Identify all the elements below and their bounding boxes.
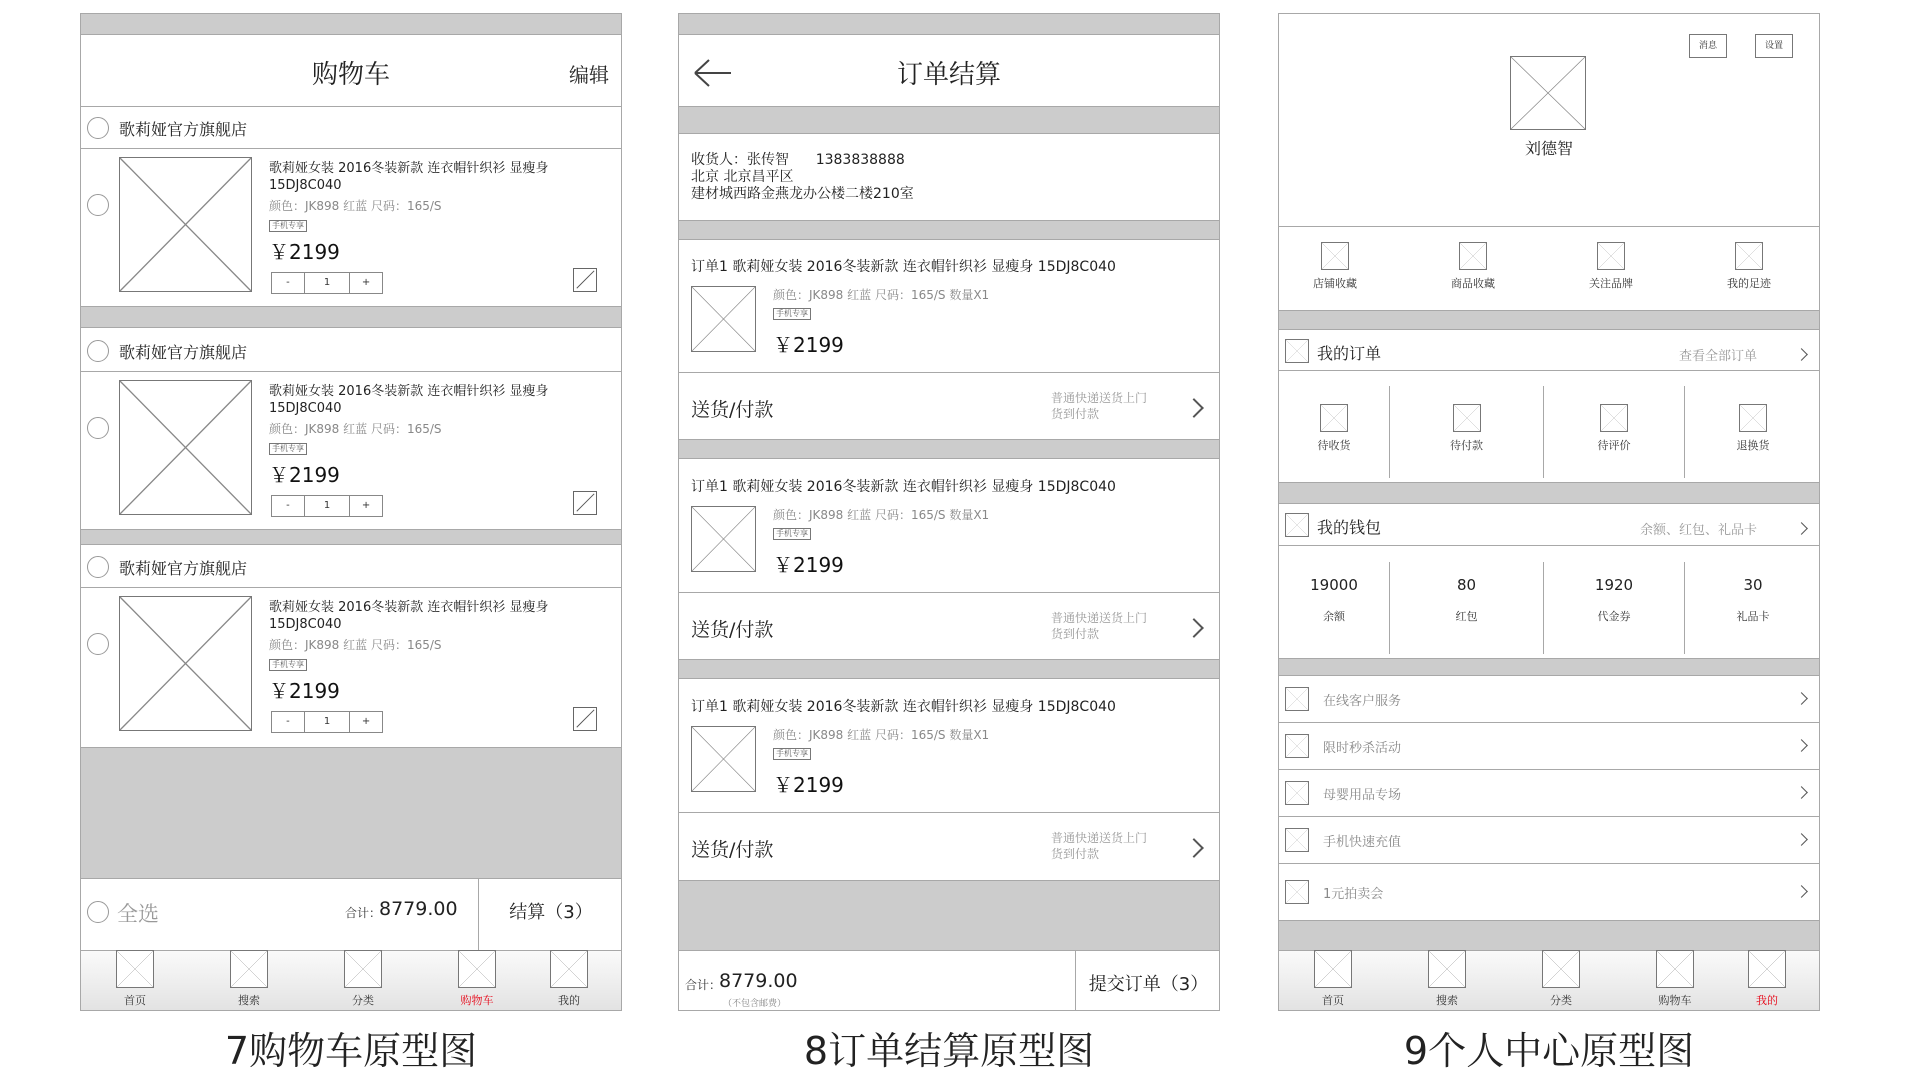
qty-value[interactable]: 1 [304, 712, 350, 732]
caption-cart: 7购物车原型图 [224, 1029, 478, 1073]
gift-card-button[interactable]: 30 礼品卡 [1736, 576, 1770, 623]
edit-item-icon[interactable] [573, 268, 597, 292]
tab-category[interactable]: 分类 [1507, 940, 1615, 1010]
status-bar [679, 14, 1219, 34]
mobile-exclusive-tag: 手机专享 [773, 748, 811, 760]
cart-icon [458, 950, 496, 988]
quantity-stepper[interactable] [271, 711, 383, 733]
qty-plus-button[interactable]: + [361, 716, 371, 727]
qty-minus-button[interactable]: - [286, 500, 290, 511]
baby-icon [1285, 781, 1309, 805]
tab-cart[interactable]: 购物车 [1621, 940, 1729, 1010]
shop-favorites-button[interactable]: 店铺收藏 [1285, 242, 1385, 291]
product-image[interactable] [119, 596, 252, 731]
product-favorites-button[interactable]: 商品收藏 [1423, 242, 1523, 291]
chevron-right-icon[interactable] [1795, 348, 1808, 361]
cart-screen [80, 13, 622, 1011]
cart-icon [1656, 950, 1694, 988]
submit-order-button[interactable]: 提交订单（3） [1088, 974, 1209, 995]
order-price: ￥2199 [773, 333, 844, 357]
store-name: 歌莉娅官方旗舰店 [119, 559, 248, 578]
product-name[interactable]: 歌莉娅女装 2016冬装新款 连衣帽针织衫 显瘦身 15DJ8C040 [269, 600, 549, 632]
tab-mine[interactable]: 我的 [515, 940, 622, 1010]
mobile-exclusive-tag: 手机专享 [773, 528, 811, 540]
tab-home[interactable]: 首页 [81, 940, 189, 1010]
product-attrs: 颜色：JK898 红蓝 尺码：165/S [269, 199, 442, 213]
page-title: 购物车 [311, 60, 390, 90]
mobile-exclusive-tag: 手机专享 [269, 659, 307, 671]
chevron-right-icon [1795, 833, 1808, 846]
select-all-label[interactable]: 全选 [117, 902, 159, 926]
search-icon [1428, 950, 1466, 988]
qty-minus-button[interactable]: - [286, 277, 290, 288]
phone-icon [1285, 828, 1309, 852]
edit-item-icon[interactable] [573, 491, 597, 515]
truck-icon [1320, 404, 1348, 432]
total-value: 8779.00 [719, 970, 798, 992]
review-icon [1600, 404, 1628, 432]
chevron-right-icon[interactable] [1184, 398, 1204, 418]
order-price: ￥2199 [773, 773, 844, 797]
store-select-radio[interactable] [87, 556, 109, 578]
item-select-radio[interactable] [87, 417, 109, 439]
menu-item-online-service[interactable]: 在线客户服务 [1279, 676, 1819, 722]
pending-review-button[interactable]: 待评价 [1544, 404, 1684, 453]
wallet-link[interactable]: 余额、红包、礼品卡 [1640, 523, 1758, 538]
tab-category[interactable]: 分类 [309, 940, 417, 1010]
tab-cart[interactable]: 购物车 [423, 940, 531, 1010]
chevron-right-icon [1795, 885, 1808, 898]
checkout-screen [678, 13, 1220, 1011]
followed-brands-button[interactable]: 关注品牌 [1561, 242, 1661, 291]
user-icon [1748, 950, 1786, 988]
order-attrs: 颜色：JK898 红蓝 尺码：165/S 数量X1 [773, 508, 990, 522]
menu-item-recharge[interactable]: 手机快速充值 [1279, 817, 1819, 863]
avatar[interactable] [1510, 56, 1586, 130]
checkout-button[interactable]: 结算（3） [509, 902, 593, 923]
chevron-right-icon [1795, 786, 1808, 799]
mobile-exclusive-tag: 手机专享 [773, 308, 811, 320]
total-label: 合计： [685, 978, 722, 992]
order-title: 订单1 歌莉娅女装 2016冬装新款 连衣帽针织衫 显瘦身 15DJ8C040 [691, 699, 1116, 715]
product-attrs: 颜色：JK898 红蓝 尺码：165/S [269, 422, 442, 436]
order-price: ￥2199 [773, 553, 844, 577]
edit-button[interactable]: 编辑 [569, 63, 609, 87]
order-title: 订单1 歌莉娅女装 2016冬装新款 连衣帽针织衫 显瘦身 15DJ8C040 [691, 479, 1116, 495]
delivery-address[interactable] [691, 152, 914, 203]
menu-item-flash-sale[interactable]: 限时秒杀活动 [1279, 723, 1819, 769]
store-select-radio[interactable] [87, 117, 109, 139]
pending-receipt-button[interactable]: 待收货 [1279, 404, 1389, 453]
chevron-right-icon[interactable] [1184, 838, 1204, 858]
order-attrs: 颜色：JK898 红蓝 尺码：165/S 数量X1 [773, 288, 990, 302]
order-product-image[interactable] [691, 286, 756, 352]
qty-plus-button[interactable]: + [361, 277, 371, 288]
delivery-payment-value: 普通快递送货上门 货到付款 [1051, 611, 1148, 641]
delivery-payment-label[interactable]: 送货/付款 [691, 839, 774, 861]
settings-button[interactable]: 设置 [1755, 34, 1793, 58]
item-select-radio[interactable] [87, 194, 109, 216]
select-all-radio[interactable] [87, 901, 109, 923]
pending-payment-button[interactable]: 待付款 [1390, 404, 1543, 453]
quantity-stepper[interactable] [271, 495, 383, 517]
mobile-exclusive-tag: 手机专享 [269, 220, 307, 232]
total-label: 合计： [345, 906, 382, 920]
delivery-payment-label[interactable]: 送货/付款 [691, 399, 774, 421]
edit-item-icon[interactable] [573, 707, 597, 731]
voucher-button[interactable]: 1920 代金券 [1594, 576, 1634, 623]
product-price: ￥2199 [269, 679, 340, 703]
qty-minus-button[interactable]: - [286, 716, 290, 727]
delivery-payment-value: 普通快递送货上门 货到付款 [1051, 831, 1148, 861]
auction-icon [1285, 880, 1309, 904]
my-wallet-title: 我的钱包 [1317, 518, 1382, 537]
home-icon [116, 950, 154, 988]
receiver-street: 建材城西路金燕龙办公楼二楼210室 [691, 186, 914, 202]
qty-plus-button[interactable]: + [361, 500, 371, 511]
heart-icon [1459, 242, 1487, 270]
delivery-payment-value: 普通快递送货上门 货到付款 [1051, 391, 1148, 421]
return-icon [1739, 404, 1767, 432]
product-image[interactable] [119, 380, 252, 515]
mobile-exclusive-tag: 手机专享 [269, 443, 307, 455]
qty-value[interactable]: 1 [304, 273, 350, 293]
store-name: 歌莉娅官方旗舰店 [119, 120, 248, 139]
total-value: 8779.00 [379, 898, 458, 920]
search-icon [230, 950, 268, 988]
product-attrs: 颜色：JK898 红蓝 尺码：165/S [269, 638, 442, 652]
menu-item-auction[interactable]: 1元拍卖会 [1279, 864, 1819, 920]
caption-profile: 9个人中心原型图 [1403, 1029, 1695, 1073]
receiver-phone: 1383838888 [815, 152, 905, 168]
receiver-region: 北京 北京昌平区 [691, 169, 794, 185]
category-icon [1542, 950, 1580, 988]
order-product-image[interactable] [691, 726, 756, 792]
messages-button[interactable]: 消息 [1689, 34, 1727, 58]
order-product-image[interactable] [691, 506, 756, 572]
category-icon [344, 950, 382, 988]
orders-icon [1285, 339, 1309, 363]
product-price: ￥2199 [269, 240, 340, 264]
username: 刘德智 [1524, 139, 1573, 158]
quantity-stepper[interactable] [271, 272, 383, 294]
user-icon [550, 950, 588, 988]
brand-icon [1597, 242, 1625, 270]
receiver-name: 收货人：张传智 [691, 152, 789, 168]
total-note: （不包含邮费） [723, 999, 787, 1009]
status-bar [81, 14, 621, 34]
tab-mine[interactable]: 我的 [1713, 940, 1820, 1010]
chevron-right-icon [1795, 739, 1808, 752]
item-select-radio[interactable] [87, 633, 109, 655]
store-icon [1321, 242, 1349, 270]
qty-value[interactable]: 1 [304, 496, 350, 516]
order-attrs: 颜色：JK898 红蓝 尺码：165/S 数量X1 [773, 728, 990, 742]
wallet-icon [1453, 404, 1481, 432]
product-name[interactable]: 歌莉娅女装 2016冬装新款 连衣帽针织衫 显瘦身 15DJ8C040 [269, 161, 549, 193]
flash-sale-icon [1285, 734, 1309, 758]
order-title: 订单1 歌莉娅女装 2016冬装新款 连衣帽针织衫 显瘦身 15DJ8C040 [691, 259, 1116, 275]
page-title: 订单结算 [896, 60, 1001, 90]
product-price: ￥2199 [269, 463, 340, 487]
menu-item-maternity[interactable]: 母婴用品专场 [1279, 770, 1819, 816]
store-select-radio[interactable] [87, 340, 109, 362]
chevron-right-icon [1795, 692, 1808, 705]
my-orders-title: 我的订单 [1317, 344, 1382, 363]
tab-search[interactable]: 搜索 [1393, 940, 1501, 1010]
tab-home[interactable]: 首页 [1279, 940, 1387, 1010]
chevron-right-icon[interactable] [1795, 522, 1808, 535]
view-all-orders-link[interactable]: 查看全部订单 [1679, 349, 1758, 364]
caption-checkout: 8订单结算原型图 [803, 1029, 1095, 1073]
home-icon [1314, 950, 1352, 988]
wallet-icon [1285, 513, 1309, 537]
profile-screen [1278, 13, 1820, 1011]
red-packet-button[interactable]: 80 红包 [1455, 576, 1478, 623]
delivery-payment-label[interactable]: 送货/付款 [691, 619, 774, 641]
product-name[interactable]: 歌莉娅女装 2016冬装新款 连衣帽针织衫 显瘦身 15DJ8C040 [269, 384, 549, 416]
balance-button[interactable]: 19000 余额 [1310, 576, 1358, 623]
store-name: 歌莉娅官方旗舰店 [119, 343, 248, 362]
product-image[interactable] [119, 157, 252, 292]
footprint-icon [1735, 242, 1763, 270]
chevron-right-icon[interactable] [1184, 618, 1204, 638]
returns-button[interactable]: 退换货 [1685, 404, 1820, 453]
my-footprints-button[interactable]: 我的足迹 [1699, 242, 1799, 291]
service-icon [1285, 687, 1309, 711]
tab-search[interactable]: 搜索 [195, 940, 303, 1010]
